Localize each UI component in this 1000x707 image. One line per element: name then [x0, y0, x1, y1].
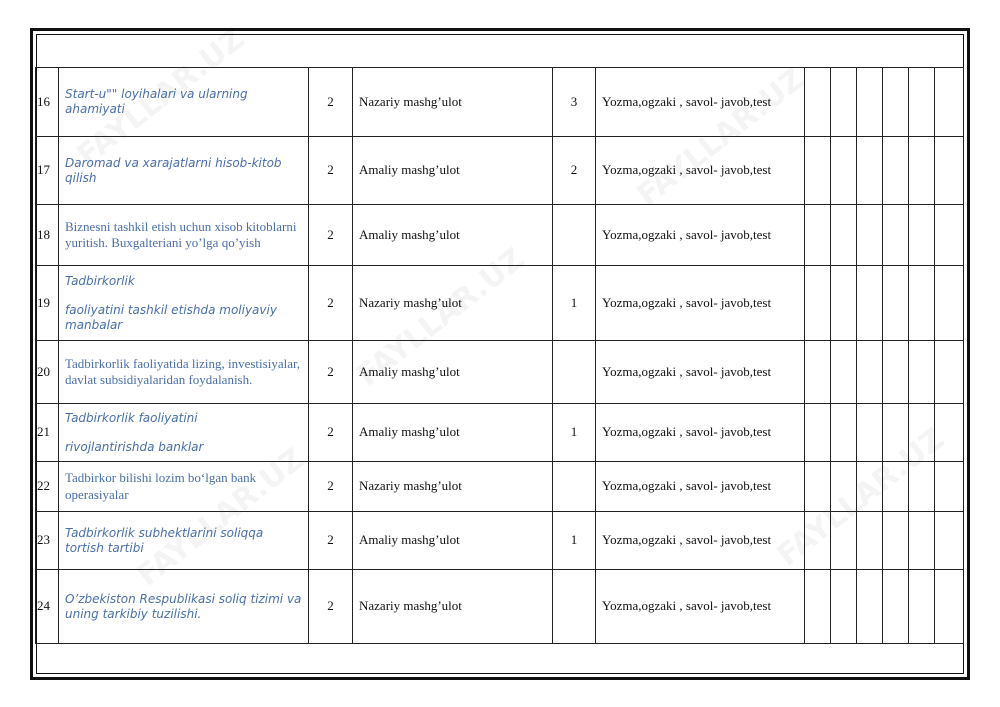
empty-cell	[935, 137, 964, 205]
row-number: 16	[36, 68, 59, 137]
score-cell: 1	[553, 512, 596, 570]
empty-cell	[935, 462, 964, 512]
table-row	[36, 512, 964, 570]
empty-cell	[935, 570, 964, 644]
hours-cell: 2	[309, 137, 353, 205]
assessment-cell: Yozma,ogzaki , savol- javob,test	[596, 68, 805, 137]
row-number: 23	[36, 512, 59, 570]
empty-cell	[935, 341, 964, 404]
empty-cell	[857, 570, 883, 644]
empty-cell	[831, 68, 857, 137]
empty-cell	[883, 205, 909, 266]
empty-cell	[935, 404, 964, 462]
assessment-cell: Yozma,ogzaki , savol- javob,test	[596, 570, 805, 644]
empty-cell	[909, 205, 935, 266]
lesson-type-cell: Amaliy mashg’ulot	[353, 404, 553, 462]
empty-cell	[883, 266, 909, 341]
table-row	[36, 266, 964, 341]
row-number: 19	[36, 266, 59, 341]
topic-cell: Start-u"" loyihalari va ularning ahamiyati	[59, 68, 309, 137]
score-cell	[553, 462, 596, 512]
topic-line-2: faoliyatini tashkil etishda moliyaviy manbalar	[65, 302, 277, 332]
empty-cell	[831, 404, 857, 462]
empty-cell	[883, 137, 909, 205]
empty-cell	[805, 266, 831, 341]
table-row	[36, 137, 964, 205]
empty-cell	[883, 462, 909, 512]
empty-cell	[909, 68, 935, 137]
row-number: 21	[36, 404, 59, 462]
topic-line-2: rivojlantirishda banklar	[65, 439, 204, 454]
topic-cell: Tadbirkorlik subhektlarini soliqqa tortish tartibi	[59, 512, 309, 570]
empty-cell	[935, 68, 964, 137]
empty-cell	[831, 462, 857, 512]
hours-cell: 2	[309, 68, 353, 137]
assessment-cell: Yozma,ogzaki , savol- javob,test	[596, 205, 805, 266]
empty-cell	[831, 512, 857, 570]
empty-cell	[831, 570, 857, 644]
lesson-type-cell: Nazariy mashg’ulot	[353, 462, 553, 512]
hours-cell: 2	[309, 266, 353, 341]
lesson-type-cell: Amaliy mashg’ulot	[353, 512, 553, 570]
score-cell: 1	[553, 266, 596, 341]
score-cell	[553, 341, 596, 404]
empty-cell	[857, 462, 883, 512]
table-row	[36, 404, 964, 462]
empty-cell	[883, 512, 909, 570]
hours-cell: 2	[309, 404, 353, 462]
hours-cell: 2	[309, 462, 353, 512]
empty-cell	[805, 462, 831, 512]
topic-cell	[59, 266, 309, 341]
empty-cell	[805, 512, 831, 570]
lesson-type-cell: Nazariy mashg’ulot	[353, 266, 553, 341]
hours-cell: 2	[309, 341, 353, 404]
topic-cell: O’zbekiston Respublikasi soliq tizimi va uning tarkibiy tuzilishi.	[59, 570, 309, 644]
topic-cell: Tadbirkorlik faoliyatida lizing, investisiyalar, davlat subsidiyalaridan foydalanish.	[59, 341, 309, 404]
score-cell: 3	[553, 68, 596, 137]
empty-cell	[935, 512, 964, 570]
hours-cell: 2	[309, 570, 353, 644]
empty-cell	[857, 341, 883, 404]
empty-cell	[935, 266, 964, 341]
empty-cell	[805, 404, 831, 462]
empty-cell	[805, 341, 831, 404]
empty-cell	[857, 68, 883, 137]
empty-cell	[805, 137, 831, 205]
lesson-type-cell: Amaliy mashg’ulot	[353, 341, 553, 404]
table-row	[36, 462, 964, 512]
empty-cell	[909, 137, 935, 205]
empty-cell	[883, 341, 909, 404]
topic-cell: Daromad va xarajatlarni hisob-kitob qilish	[59, 137, 309, 205]
topic-line-1: Tadbirkorlik	[65, 273, 135, 288]
assessment-cell: Yozma,ogzaki , savol- javob,test	[596, 404, 805, 462]
empty-cell	[857, 404, 883, 462]
empty-cell	[857, 137, 883, 205]
score-cell: 1	[553, 404, 596, 462]
empty-cell	[909, 512, 935, 570]
empty-cell	[805, 205, 831, 266]
empty-cell	[857, 512, 883, 570]
topic-cell: Tadbirkor bilishi lozim bo‘lgan bank operasiyalar	[59, 462, 309, 512]
score-cell	[553, 205, 596, 266]
row-number: 20	[36, 341, 59, 404]
assessment-cell: Yozma,ogzaki , savol- javob,test	[596, 512, 805, 570]
empty-cell	[831, 266, 857, 341]
empty-cell	[883, 570, 909, 644]
hours-cell: 2	[309, 512, 353, 570]
table-row	[36, 205, 964, 266]
row-number: 22	[36, 462, 59, 512]
score-cell	[553, 570, 596, 644]
empty-cell	[909, 341, 935, 404]
empty-cell	[805, 68, 831, 137]
empty-cell	[831, 137, 857, 205]
table-row	[36, 341, 964, 404]
empty-cell	[883, 68, 909, 137]
topic-line-1: Tadbirkorlik faoliyatini	[65, 410, 198, 425]
empty-cell	[857, 266, 883, 341]
empty-cell	[857, 205, 883, 266]
lesson-type-cell: Nazariy mashg’ulot	[353, 68, 553, 137]
assessment-cell: Yozma,ogzaki , savol- javob,test	[596, 137, 805, 205]
topic-cell: Biznesni tashkil etish uchun xisob kitoblarni yuritish. Buxgalteriani yo’lga qo’yish	[59, 205, 309, 266]
row-number: 18	[36, 205, 59, 266]
empty-cell	[883, 404, 909, 462]
lesson-plan-table	[35, 67, 964, 644]
row-number: 17	[36, 137, 59, 205]
topic-cell	[59, 404, 309, 462]
assessment-cell: Yozma,ogzaki , savol- javob,test	[596, 462, 805, 512]
empty-cell	[831, 341, 857, 404]
hours-cell: 2	[309, 205, 353, 266]
assessment-cell: Yozma,ogzaki , savol- javob,test	[596, 266, 805, 341]
lesson-type-cell: Amaliy mashg’ulot	[353, 205, 553, 266]
row-number: 24	[36, 570, 59, 644]
empty-cell	[805, 570, 831, 644]
assessment-cell: Yozma,ogzaki , savol- javob,test	[596, 341, 805, 404]
empty-cell	[909, 570, 935, 644]
empty-cell	[935, 205, 964, 266]
score-cell: 2	[553, 137, 596, 205]
empty-cell	[909, 266, 935, 341]
table-row	[36, 68, 964, 137]
empty-cell	[831, 205, 857, 266]
empty-cell	[909, 404, 935, 462]
lesson-type-cell: Amaliy mashg’ulot	[353, 137, 553, 205]
table-row	[36, 570, 964, 644]
lesson-type-cell: Nazariy mashg’ulot	[353, 570, 553, 644]
empty-cell	[909, 462, 935, 512]
